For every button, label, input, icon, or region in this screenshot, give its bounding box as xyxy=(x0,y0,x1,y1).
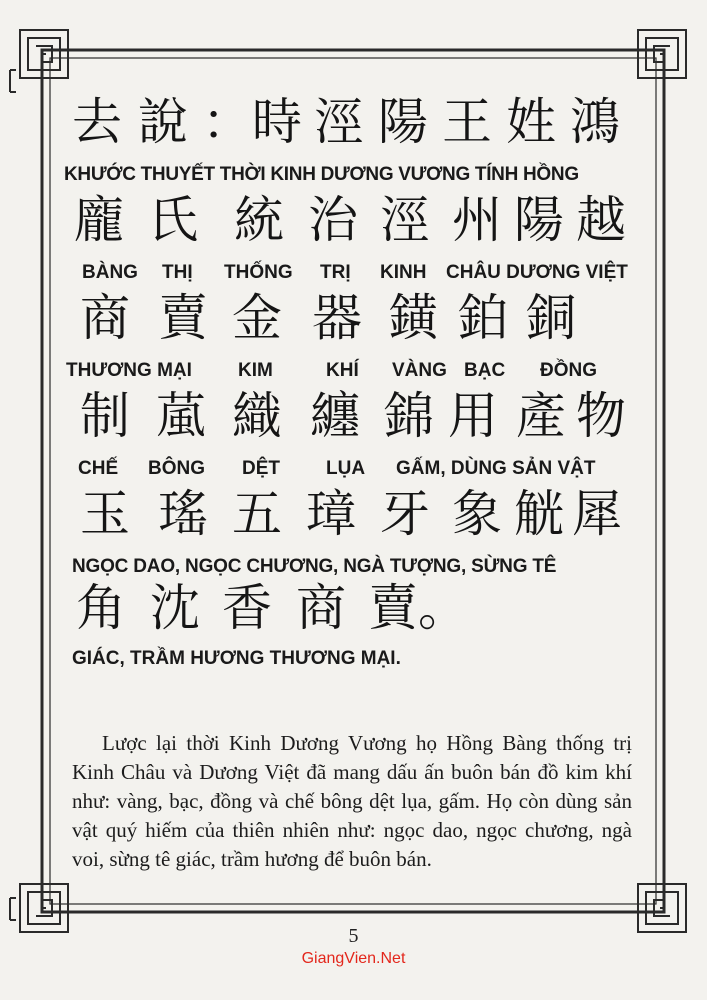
hanzi-char: 物 xyxy=(576,387,626,445)
hanzi-char: 犀 xyxy=(572,485,622,543)
hanzi-char: 氏 xyxy=(148,191,198,249)
hanzi-char: 象 xyxy=(452,485,502,543)
vietnamese-transliteration: GẤM, DÙNG SẢN VẬT xyxy=(396,458,596,479)
hanzi-char: 玉 xyxy=(80,485,130,543)
vietnamese-transliteration: KHƯỚC THUYẾT THỜI KINH DƯƠNG VƯƠNG TÍNH HỒNG xyxy=(64,164,579,185)
hanzi-char: 統 xyxy=(234,191,284,249)
hanzi-char: 沈 xyxy=(150,579,200,637)
vietnamese-transliteration: BÀNG xyxy=(82,262,138,283)
hanzi-char: 產 xyxy=(516,387,566,445)
hanzi-char: 賣 xyxy=(158,289,208,347)
vietnamese-transliteration: GIÁC, TRẦM HƯƠNG THƯƠNG MẠI. xyxy=(72,648,401,669)
hanzi-char: 織 xyxy=(232,387,282,445)
hanzi-char: 用 xyxy=(448,387,498,445)
hanzi-char: 涇 xyxy=(314,93,364,151)
vietnamese-transliteration: VÀNG xyxy=(392,360,447,381)
hanzi-char: 王 xyxy=(442,93,492,151)
hanzi-char: 姓 xyxy=(506,93,556,151)
hanzi-char: 觥 xyxy=(514,485,564,543)
hanzi-char: 陽 xyxy=(378,93,428,151)
hanzi-char: 涇 xyxy=(380,191,430,249)
vietnamese-transliteration: BẠC xyxy=(464,360,506,381)
vietnamese-transliteration: KIM xyxy=(238,360,273,381)
hanzi-char: 去 xyxy=(72,93,122,151)
page-number: 5 xyxy=(348,925,359,947)
vietnamese-transliteration: ĐỒNG xyxy=(540,360,597,381)
hanzi-char: 時 xyxy=(252,93,302,151)
hanzi-char: 葻 xyxy=(156,387,206,445)
hanzi-char: 治 xyxy=(308,191,358,249)
hanzi-char: 鐄 xyxy=(388,289,438,347)
vietnamese-transliteration: CHÂU DƯƠNG VIỆT xyxy=(446,262,628,283)
hanzi-char: 商 xyxy=(80,289,130,347)
vietnamese-transliteration: CHẾ xyxy=(78,458,119,479)
vietnamese-transliteration: THỐNG xyxy=(224,262,293,283)
hanzi-char: 。 xyxy=(418,579,468,637)
hanzi-char: 瑤 xyxy=(158,485,208,543)
hanzi-char: 越 xyxy=(576,191,626,249)
hanzi-char: 鉑 xyxy=(458,289,508,347)
hanzi-char: 龐 xyxy=(74,191,124,249)
hanzi-char: 銅 xyxy=(526,289,576,347)
hanzi-char: ： xyxy=(202,93,252,151)
vietnamese-transliteration: BÔNG xyxy=(148,458,205,479)
vietnamese-transliteration: TRỊ xyxy=(320,262,351,283)
vietnamese-transliteration: KHÍ xyxy=(326,360,359,381)
hanzi-char: 香 xyxy=(222,579,272,637)
hanzi-char: 鴻 xyxy=(570,93,620,151)
vietnamese-transliteration: DỆT xyxy=(242,458,280,479)
hanzi-char: 錦 xyxy=(384,387,434,445)
hanzi-char: 制 xyxy=(80,387,130,445)
hanzi-char: 陽 xyxy=(514,191,564,249)
hanzi-char: 商 xyxy=(296,579,346,637)
hanzi-char: 牙 xyxy=(380,485,430,543)
hanzi-char: 州 xyxy=(452,191,502,249)
hanzi-char: 說 xyxy=(138,93,188,151)
hanzi-char: 纏 xyxy=(310,387,360,445)
vietnamese-transliteration: THƯƠNG MẠI xyxy=(66,360,192,381)
vietnamese-transliteration: THỊ xyxy=(162,262,193,283)
vietnamese-transliteration: KINH xyxy=(380,262,427,283)
hanzi-char: 金 xyxy=(232,289,282,347)
hanzi-char: 璋 xyxy=(306,485,356,543)
hanzi-char: 器 xyxy=(312,289,362,347)
vietnamese-transliteration: LỤA xyxy=(326,458,366,479)
summary-paragraph: Lược lại thời Kinh Dương Vương họ Hồng Bàng thống trị Kinh Châu và Dương Việt đã mang dấu ấn buôn bán đồ kim khí như: vàng, bạc, đồng và chế bông dệt lụa, gấm. Họ còn dùng sản vật quý hiếm của thiên nhiên như: ngọc dao, ngọc chương, ngà voi, sừng tê giác, trầm hương để buôn bán. xyxy=(72,731,632,871)
hanzi-char: 角 xyxy=(76,579,126,637)
vietnamese-transliteration: NGỌC DAO, NGỌC CHƯƠNG, NGÀ TƯỢNG, SỪNG TÊ xyxy=(72,556,557,577)
hanzi-char: 五 xyxy=(232,485,282,543)
watermark-footer: GiangVien.Net xyxy=(301,950,406,967)
hanzi-char: 賣 xyxy=(368,579,418,637)
